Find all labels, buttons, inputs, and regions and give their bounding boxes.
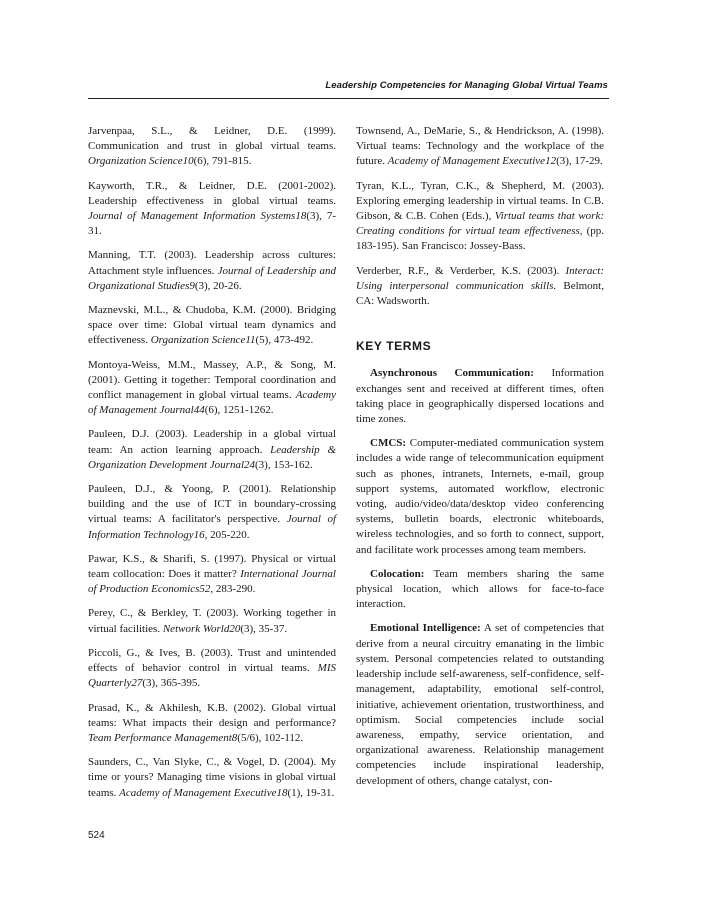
reference-pages: (3), 365-395. [142,677,201,690]
reference-entry [88,646,336,692]
key-term-label: CMCS: [370,437,407,450]
reference-entry [88,427,336,473]
reference-volume: 8 [231,731,238,744]
left-column [88,124,336,810]
reference-text: Townsend, A., DeMarie, S., & Hendrickson, A. (1998). Virtual teams: Technology and the workplace of the future. [356,125,604,168]
reference-source: Academy of Management Executive [119,786,277,799]
reference-pages: , 205-220. [204,528,250,541]
reference-volume: 18 [276,786,288,799]
reference-pages: (3), 17-29. [556,155,603,168]
reference-source: Interact: Using interpersonal communication skills. [356,264,604,292]
right-column [356,124,604,798]
page-number: 524 [88,830,105,841]
reference-source: Team Performance Management [88,731,232,744]
reference-entry [88,701,336,747]
reference-source: Organization Science [88,155,183,168]
reference-entry [88,248,336,294]
reference-source: International Journal of Production Economics [88,568,336,596]
reference-volume: 24 [244,458,256,471]
reference-entry [88,606,336,636]
key-term-entry [356,621,604,788]
running-header: Leadership Competencies for Managing Global Virtual Teams [325,80,608,91]
reference-entry [88,358,336,419]
reference-pages: (3), 153-162. [255,458,313,471]
reference-pages: (6), 1251-1262. [204,404,274,417]
reference-source: Virtual teams that work: Creating conditions for virtual team effectiveness [356,210,604,238]
reference-volume: 20 [229,622,241,635]
reference-text: Verderber, R.F., & Verderber, K.S. (2003). [356,264,566,277]
reference-entry [88,303,336,349]
reference-source: Organization Science [150,334,246,347]
reference-source: Network World [162,622,230,635]
reference-volume: 27 [131,677,143,690]
reference-text: Pawar, K.S., & Sharifi, S. (1997). Physical or virtual team collocation: Does it matter? [88,552,336,581]
reference-volume: 10 [182,155,194,168]
reference-entry [356,179,604,255]
key-term-entry [356,366,604,427]
reference-text: Tyran, K.L., Tyran, C.K., & Shepherd, M. (2003). Exploring emerging leadership in virtual teams. In C.B. Gibson, & C.B. Cohen (Eds.), [356,179,604,223]
reference-entry [88,179,336,240]
reference-text: Manning, T.T. (2003). Leadership across cultures: Attachment style influences. [88,249,336,277]
reference-volume: 16 [193,528,205,541]
reference-text: Saunders, C., Van Slyke, C., & Vogel, D. (2004). My time or yours? Managing time visions in global virtual teams. [88,756,336,799]
reference-pages: , (pp. 183-195). San Francisco: Jossey-Bass. [356,225,604,253]
reference-entry [356,124,604,170]
reference-text: Pauleen, D.J., & Yoong, P. (2001). Relationship building and the use of ICT in boundary-crossing virtual teams: A facilitator's perspective. [88,483,336,526]
key-term-label: Emotional Intelligence: [370,622,481,635]
key-terms-list [356,366,604,788]
reference-source: Academy of Management Executive [387,155,546,168]
reference-pages: , 283-290. [210,583,256,596]
key-term-definition: Computer-mediated communication system includes a wide range of telecommunication equipment such as phones, intranets, Internets, e-mail, group support systems, automated workflow, electronic voting, audio/video/data/desktop video conferencing systems, bulletin boards, electronic whiteboards, wireless technologies, and so forth to connect, support, and facilitate work processes among team members. [356,437,604,556]
reference-pages: (3), 20-26. [194,279,242,292]
key-term-entry [356,567,604,613]
reference-text: Montoya-Weiss, M.M., Massey, A.P., & Song, M. (2001). Getting it together: Temporal coordination and conflict management in global virtual teams. [88,358,336,402]
right-references [356,124,604,309]
reference-source: Journal of Information Technology [88,513,336,541]
reference-entry [88,755,336,801]
reference-text: Piccoli, G., & Ives, B. (2003). Trust and unintended effects of behavior control in virtual teams. [88,646,336,675]
reference-volume: 12 [545,155,557,168]
key-term-label: Asynchronous Communication: [370,367,534,380]
reference-pages: (3), 35-37. [240,622,288,635]
header-rule [88,98,609,99]
reference-text: Kayworth, T.R., & Leidner, D.E. (2001-2002). Leadership effectiveness in global virtual teams. [88,179,336,207]
reference-entry [88,482,336,543]
reference-pages: (1), 19-31. [287,786,335,799]
key-term-definition: A set of competencies that derive from a neural circuitry emanating in the limbic system. Personal competencies related to outstanding leadership include self-awareness, self-confidence, self-management, adaptability, emotional self-control, initiative, achievement orientation, trustworthiness, and optimism. Social competencies include social awareness, empathy, service orientation, and organizational awareness. Relationship management competencies include inspirational leadership, development of others, change catalyst, con- [356,622,604,787]
reference-text: Prasad, K., & Akhilesh, K.B. (2002). Global virtual teams: What impacts their design and performance? [88,701,336,729]
key-term-definition: Team members sharing the same physical location, which allows for face-to-face interaction. [356,567,604,611]
key-term-entry [356,436,604,558]
reference-volume: 44 [193,404,205,417]
reference-source: Journal of Management Information Systems [88,210,296,223]
reference-text: Jarvenpaa, S.L., & Leidner, D.E. (1999). Communication and trust in global virtual teams. [88,125,336,153]
reference-volume: 52 [199,583,211,596]
key-term-label: Colocation: [370,567,425,580]
reference-entry [88,124,336,170]
reference-text: Maznevski, M.L., & Chudoba, K.M. (2000). Bridging space over time: Global virtual team dynamics and effectiveness. [88,304,336,347]
reference-entry [356,264,604,310]
key-terms-heading: KEY TERMS [356,339,432,354]
reference-entry [88,552,336,598]
reference-pages: Belmont, CA: Wadsworth. [356,279,604,308]
reference-pages: (5/6), 102-112. [237,731,304,744]
reference-volume: 18 [295,210,307,223]
reference-pages: (5), 473-492. [255,334,314,347]
reference-source: Academy of Management Journal [88,389,336,417]
reference-source: Leadership & Organization Development Journal [88,443,336,471]
reference-text: Perey, C., & Berkley, T. (2003). Working together in virtual facilities. [88,607,336,635]
reference-text: Pauleen, D.J. (2003). Leadership in a global virtual team: An action learning approach. [88,428,336,456]
reference-source: Journal of Leadership and Organizational Studies [88,264,337,292]
reference-volume: 11 [245,334,256,347]
reference-volume: 9 [189,279,195,292]
key-term-definition: Information exchanges sent and received at different times, often taking place in geographically dispersed locations and time zones. [356,367,604,426]
reference-source: MIS Quarterly [88,662,336,690]
reference-pages: (3), 7-31. [88,210,336,238]
reference-pages: (6), 791-815. [193,155,252,168]
